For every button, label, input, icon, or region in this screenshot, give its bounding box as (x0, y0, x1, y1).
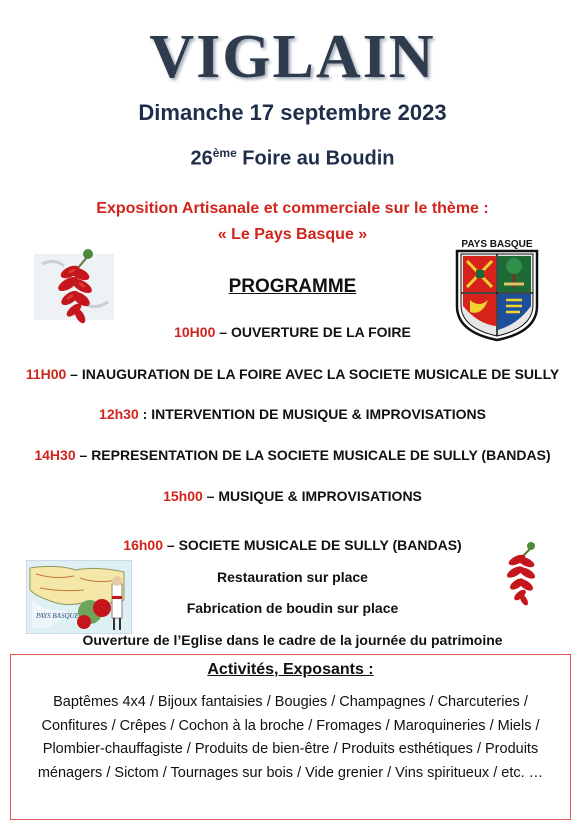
fabrication-text: Fabrication de boudin sur place (186, 600, 399, 616)
programme-text: – REPRESENTATION DE LA SOCIETE MUSICALE DE SULLY (BANDAS) (75, 447, 551, 463)
edition-suffix: ème (212, 146, 237, 160)
programme-time: 16h00 (123, 537, 163, 553)
programme-time: 15h00 (163, 488, 203, 504)
activites-list: Baptêmes 4x4 / Bijoux fantaisies / Bougies / Champagnes / Charcuteries / Confitures / Crêpes / Cochon à la broche / Fromages / Maroquineries / Miels / Plombier-chauffagiste / Produits de bien-être / Produits esthétiques / Produits ménagers / Sictom / Tournages sur bois / Vide grenier / Vins spiritueux / etc. … (37, 694, 544, 781)
programme-heading: PROGRAMME (228, 276, 357, 297)
event-date: Dimanche 17 septembre 2023 (138, 100, 447, 125)
edition-name: Foire au Boudin (236, 147, 395, 170)
programme-time: 14H30 (34, 447, 76, 463)
map-label: PAYS BASQUE (36, 612, 79, 620)
event-edition (0, 146, 585, 171)
page-title: VIGLAIN (149, 23, 436, 91)
eglise-text: Ouverture de l’Eglise dans le cadre de la journée du patrimoine (82, 632, 503, 648)
exposition-line-1: Exposition Artisanale et commerciale sur le thème : (96, 200, 489, 217)
programme-item (0, 488, 585, 504)
programme-time: 11H00 (25, 366, 67, 382)
programme-text: : INTERVENTION DE MUSIQUE & IMPROVISATIONS (138, 406, 486, 422)
programme-time: 12h30 (99, 406, 139, 422)
programme-time: 10H00 (174, 324, 216, 340)
restauration-text: Restauration sur place (217, 569, 368, 585)
programme-text: – INAUGURATION DE LA FOIRE AVEC LA SOCIETE MUSICALE DE SULLY (66, 366, 560, 382)
edition-number: 26 (190, 147, 213, 170)
activites-box (10, 654, 571, 820)
exposition-line-2: « Le Pays Basque » (217, 226, 368, 243)
programme-text: – SOCIETE MUSICALE DE SULLY (BANDAS) (163, 537, 462, 553)
programme-item (0, 447, 585, 463)
programme-text: – OUVERTURE DE LA FOIRE (215, 324, 411, 340)
activites-heading: Activités, Exposants : (207, 661, 374, 678)
programme-item (0, 406, 585, 422)
programme-text: – MUSIQUE & IMPROVISATIONS (202, 488, 422, 504)
badge-label: PAYS BASQUE (461, 239, 533, 250)
programme-item (0, 324, 585, 340)
programme-item (0, 366, 585, 382)
